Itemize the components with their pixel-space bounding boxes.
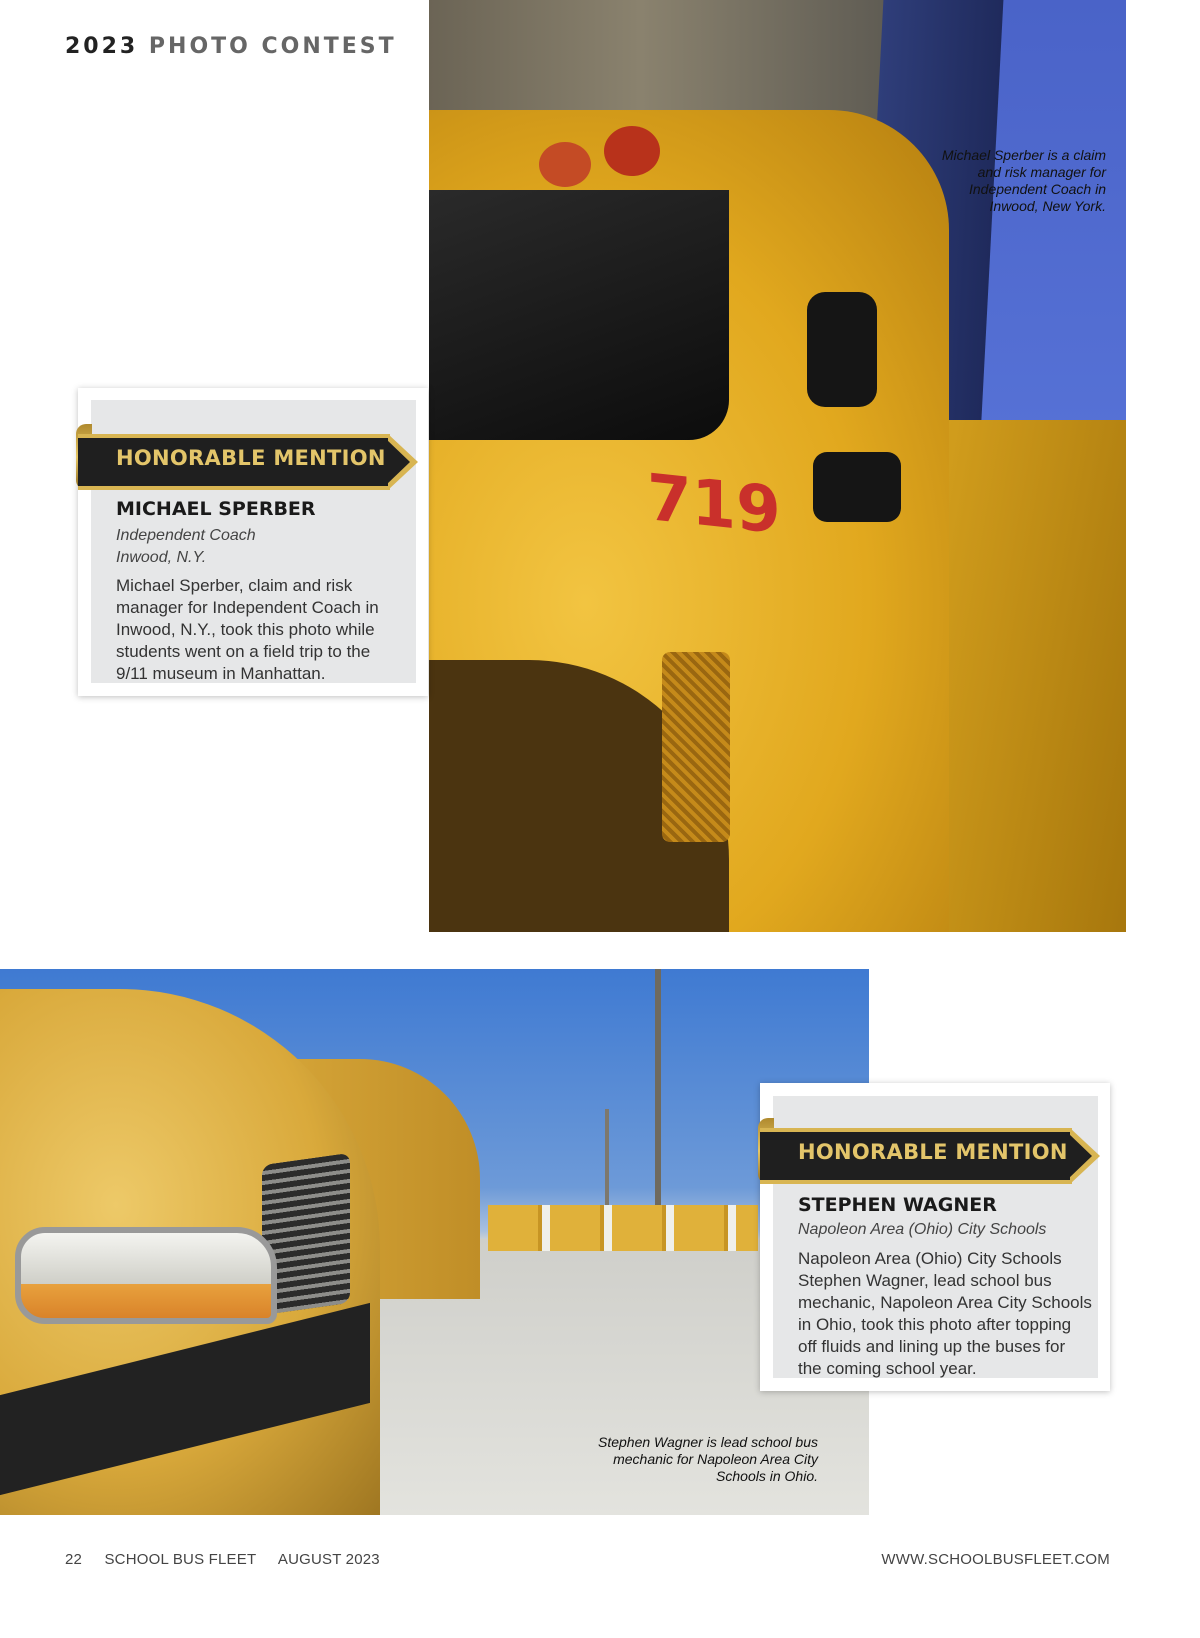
- card-inner: [91, 400, 416, 683]
- photo-windshield: [429, 190, 729, 440]
- publication-name: SCHOOL BUS FLEET: [104, 1551, 257, 1568]
- entrant-org: [116, 525, 256, 569]
- ribbon-tip-inner: [386, 439, 410, 485]
- entry-card-sperber: [78, 388, 428, 696]
- header-year: 2023: [65, 34, 139, 59]
- photo-mirror: [807, 292, 877, 407]
- ribbon-label: HONORABLE MENTION: [798, 1140, 1068, 1164]
- ribbon-tip-inner: [1068, 1133, 1092, 1179]
- entrant-name: STEPHEN WAGNER: [798, 1194, 997, 1216]
- photo-mirror: [813, 452, 901, 522]
- photo-bus-manhattan: [429, 0, 1126, 932]
- entrant-org-line2: Inwood, N.Y.: [116, 549, 207, 566]
- entrant-name: MICHAEL SPERBER: [116, 498, 316, 520]
- page-footer: [65, 1551, 398, 1568]
- entry-card-wagner: [760, 1083, 1110, 1391]
- photo-caption: Michael Sperber is a claim and risk manager for Independent Coach in Inwood, New York.: [941, 147, 1106, 214]
- ribbon-label: HONORABLE MENTION: [116, 446, 386, 470]
- honorable-mention-ribbon: [78, 434, 418, 490]
- entrant-org: Napoleon Area (Ohio) City Schools: [798, 1221, 1047, 1238]
- entry-description: Michael Sperber, claim and risk manager for Independent Coach in Inwood, N.Y., took this photo while students went on a field trip to the 9/11 museum in Manhattan.: [116, 576, 379, 683]
- photo-bus-lineup: [0, 969, 869, 1515]
- website-link[interactable]: WWW.SCHOOLBUSFLEET.COM: [881, 1551, 1110, 1568]
- page-number: 22: [65, 1551, 83, 1568]
- entry-description: Napoleon Area (Ohio) City Schools Stephen Wagner, lead school bus mechanic, Napoleon Area City Schools in Ohio, took this photo after topping off fluids and lining up the buses for the coming school year.: [798, 1249, 1092, 1378]
- issue-date: AUGUST 2023: [277, 1551, 380, 1568]
- photo-caption: Stephen Wagner is lead school bus mechanic for Napoleon Area City Schools in Ohio.: [598, 1434, 818, 1484]
- photo-lamp: [539, 142, 591, 187]
- entrant-org-line1: Independent Coach: [116, 527, 256, 544]
- photo-lamp: [604, 126, 660, 176]
- header-title: PHOTO CONTEST: [148, 34, 397, 59]
- photo-pole: [655, 969, 661, 1239]
- card-inner: [773, 1096, 1098, 1378]
- photo-distant-buses: [488, 1205, 758, 1251]
- photo-grille: [662, 652, 730, 842]
- honorable-mention-ribbon: [760, 1128, 1100, 1184]
- section-header: [65, 34, 397, 59]
- photo-bus-number: 719: [647, 460, 781, 550]
- photo-headlight: [15, 1227, 277, 1324]
